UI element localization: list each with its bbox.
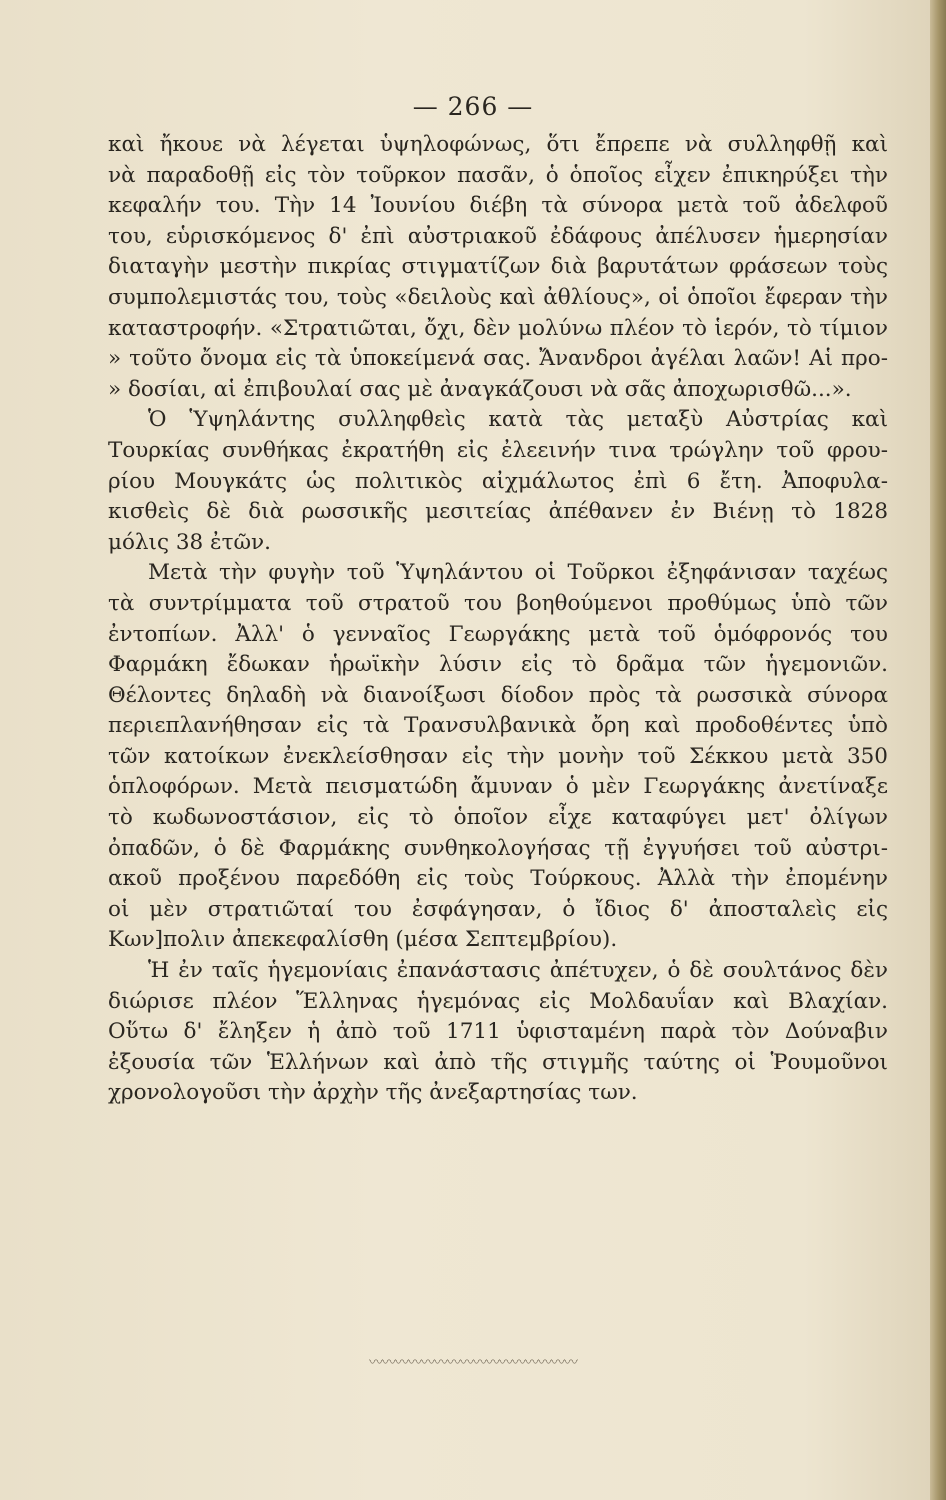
text-line: Ἡ ἐν ταῖς ἡγεμονίαις ἐπανάστασις ἀπέτυχεν, ὁ δὲ σουλτάνος δὲν	[148, 958, 888, 984]
text-line: Κων]πολιν ἀπεκεφαλίσθη (μέσα Σεπτεμβρίου).	[108, 927, 618, 953]
text-line: του, εὑρισκόμενος δ' ἐπὶ αὐστριακοῦ ἐδάφους ἀπέλυσεν ἡμερησίαν	[108, 223, 888, 249]
text-line: Μετὰ τὴν φυγὴν τοῦ Ὑψηλάντου οἱ Τοῦρκοι ἐξηφάνισαν ταχέως	[148, 560, 888, 586]
text-line: διαταγὴν μεστὴν πικρίας στιγματίζων διὰ βαρυτάτων φράσεων τοὺς	[108, 254, 888, 280]
text-line: ὀπαδῶν, ὁ δὲ Φαρμάκης συνθηκολογήσας τῇ ἐγγυήσει τοῦ αὐστρι-	[108, 835, 888, 861]
text-line: ἐξουσία τῶν Ἑλλήνων καὶ ἀπὸ τῆς στιγμῆς ταύτης οἱ Ῥουμοῦνοι	[108, 1049, 888, 1075]
text-line: οἱ μὲν στρατιῶταί του ἐσφάγησαν, ὁ ἴδιος δ' ἀποσταλεὶς εἰς	[108, 896, 888, 922]
text-line: τῶν κατοίκων ἐνεκλείσθησαν εἰς τὴν μονὴν τοῦ Σέκκου μετὰ 350	[108, 743, 888, 769]
text-line: περιεπλανήθησαν εἰς τὰ Τρανσυλβανικὰ ὄρη καὶ προδοθέντες ὑπὸ	[108, 713, 888, 739]
text-line: Οὕτω δ' ἔληξεν ἡ ἀπὸ τοῦ 1711 ὑφισταμένη παρὰ τὸν Δούναβιν	[108, 1019, 888, 1045]
text-line: Φαρμάκη ἔδωκαν ἡρωϊκὴν λύσιν εἰς τὸ δρᾶμα τῶν ἡγεμονιῶν.	[108, 652, 888, 678]
text-line: κισθεὶς δὲ διὰ ρωσσικῆς μεσιτείας ἀπέθανεν ἐν Βιένῃ τὸ 1828	[108, 499, 888, 525]
text-line: ὁπλοφόρων. Μετὰ πεισματώδη ἄμυναν ὁ μὲν Γεωργάκης ἀνετίναξε	[108, 774, 888, 800]
text-line: ρίου Μουγκάτς ὡς πολιτικὸς αἰχμάλωτος ἐπὶ 6 ἔτη. Ἀποφυλα-	[108, 468, 888, 494]
body-text	[108, 130, 888, 1109]
text-line: Θέλοντες δηλαδὴ νὰ διανοίξωσι δίοδον πρὸς τὰ ρωσσικὰ σύνορα	[108, 682, 888, 708]
ornamental-rule: 〰〰〰〰〰〰〰〰〰〰〰〰〰〰〰〰	[369, 1355, 577, 1371]
text-line: Τουρκίας συνθήκας ἐκρατήθη εἰς ἐλεεινήν τινα τρώγλην τοῦ φρου-	[108, 437, 888, 463]
page-number: — 266 —	[412, 92, 534, 121]
text-line: καταστροφήν. «Στρατιῶται, ὄχι, δὲν μολύνω πλέον τὸ ἱερόν, τὸ τίμιον	[108, 315, 888, 341]
text-line: Ὁ Ὑψηλάντης συλληφθεὶς κατὰ τὰς μεταξὺ Αὐστρίας καὶ	[148, 407, 888, 433]
text-line: ακοῦ προξένου παρεδόθη εἰς τοὺς Τούρκους. Ἀλλὰ τὴν ἐπομένην	[108, 866, 888, 892]
text-line: κεφαλήν του. Τὴν 14 Ἰουνίου διέβη τὰ σύνορα μετὰ τοῦ ἀδελφοῦ	[108, 193, 888, 219]
text-line: χρονολογοῦσι τὴν ἀρχὴν τῆς ἀνεξαρτησίας των.	[108, 1080, 638, 1106]
text-line: ἐντοπίων. Ἀλλ' ὁ γενναῖος Γεωργάκης μετὰ τοῦ ὁμόφρονός του	[108, 621, 888, 647]
text-line: » δοσίαι, αἱ ἐπιβουλαί σας μὲ ἀναγκάζουσι νὰ σᾶς ἀποχωρισθῶ...».	[108, 376, 852, 402]
text-line: καὶ ἤκουε νὰ λέγεται ὑψηλοφώνως, ὅτι ἔπρεπε νὰ συλληφθῇ καὶ	[108, 132, 888, 157]
text-line: τὰ συντρίμματα τοῦ στρατοῦ του βοηθούμενοι προθύμως ὑπὸ τῶν	[108, 590, 888, 616]
text-line: μόλις 38 ἐτῶν.	[108, 529, 271, 555]
text-line: τὸ κωδωνοστάσιον, εἰς τὸ ὁποῖον εἶχε καταφύγει μετ' ὀλίγων	[108, 805, 888, 831]
text-line: νὰ παραδοθῇ εἰς τὸν τοῦρκον πασᾶν, ὁ ὁποῖος εἶχεν ἐπικηρύξει τὴν	[108, 162, 888, 188]
text-line: διώρισε πλέον Ἕλληνας ἡγεμόνας εἰς Μολδαυΐαν καὶ Βλαχίαν.	[108, 988, 888, 1014]
text-line: συμπολεμιστάς του, τοὺς «δειλοὺς καὶ ἀθλίους», οἱ ὁποῖοι ἔφεραν τὴν	[108, 284, 888, 310]
page-gutter-edge	[930, 0, 946, 1500]
text-line: » τοῦτο ὄνομα εἰς τὰ ὑποκείμενά σας. Ἄνανδροι ἀγέλαι λαῶν! Αἱ προ-	[108, 346, 888, 372]
